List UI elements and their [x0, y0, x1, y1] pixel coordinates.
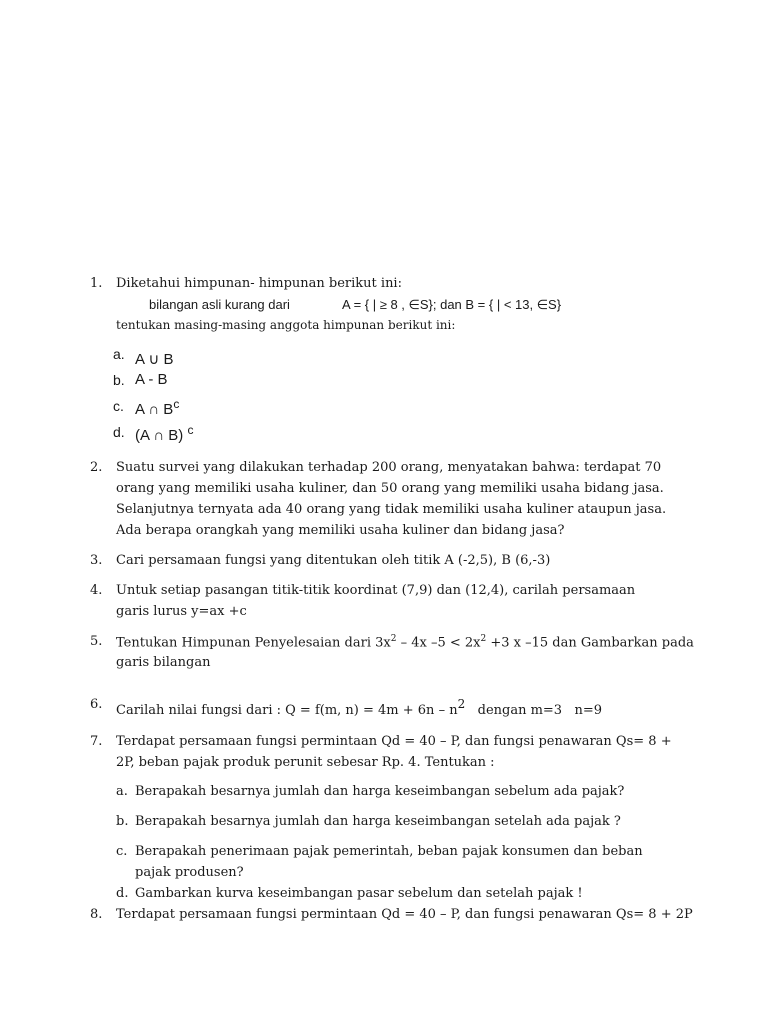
- item-letter: a.: [113, 346, 125, 362]
- item-letter: b.: [116, 814, 129, 829]
- question-line: garis bilangan: [116, 655, 211, 670]
- item-expression: A ∪ B: [135, 351, 174, 368]
- question-number: 5.: [90, 634, 103, 649]
- question-line: Cari persamaan fungsi yang ditentukan oleh titik A (-2,5), B (6,-3): [116, 553, 551, 568]
- item-letter: c.: [113, 398, 124, 414]
- item-letter: d.: [116, 886, 129, 901]
- question-number: 7.: [90, 734, 103, 749]
- item-text: Gambarkan kurva keseimbangan pasar sebelum dan setelah pajak !: [135, 886, 583, 901]
- question-text: tentukan masing-masing anggota himpunan berikut ini:: [116, 318, 456, 332]
- item-letter: b.: [113, 372, 125, 388]
- item-expression: A - B: [135, 371, 168, 388]
- question-number: 3.: [90, 553, 103, 568]
- question-text: bilangan asli kurang dari: [149, 297, 290, 312]
- question-number: 2.: [90, 460, 103, 475]
- set-definition: A = { | ≥ 8 , ∈S}; dan B = { | < 13, ∈S}: [342, 297, 562, 312]
- question-line: Terdapat persamaan fungsi permintaan Qd = 40 – P, dan fungsi penawaran Qs= 8 + 2P: [116, 907, 693, 922]
- item-expression: A ∩ $B^c$: [135, 397, 180, 418]
- question-line: orang yang memiliki usaha kuliner, dan 50 orang yang memiliki usaha bidang jasa.: [116, 481, 664, 496]
- item-text: pajak produsen?: [135, 865, 244, 880]
- question-number: 6.: [90, 697, 103, 712]
- item-letter: a.: [116, 784, 128, 799]
- question-line: Untuk setiap pasangan titik-titik koordinat (7,9) dan (12,4), carilah persamaan: [116, 583, 636, 598]
- item-expression: (A ∩ B) $^c$: [135, 423, 194, 444]
- question-number: 8.: [90, 907, 103, 922]
- question-number: 1.: [90, 276, 103, 291]
- question-line: Selanjutnya ternyata ada 40 orang yang tidak memiliki usaha kuliner ataupun jasa.: [116, 502, 667, 517]
- question-line: 2P, beban pajak produk perunit sebesar Rp. 4. Tentukan :: [116, 755, 495, 770]
- question-number: 4.: [90, 583, 103, 598]
- question-text: Diketahui himpunan- himpunan berikut ini:: [116, 276, 402, 291]
- item-text: Berapakah besarnya jumlah dan harga keseimbangan setelah ada pajak ?: [135, 814, 621, 829]
- item-text: Berapakah penerimaan pajak pemerintah, beban pajak konsumen dan beban: [135, 844, 643, 859]
- question-line: garis lurus y=ax +c: [116, 604, 247, 619]
- question-line: Suatu survei yang dilakukan terhadap 200 orang, menyatakan bahwa: terdapat 70: [116, 460, 662, 475]
- item-text: Berapakah besarnya jumlah dan harga keseimbangan sebelum ada pajak?: [135, 784, 625, 799]
- question-line: Ada berapa orangkah yang memiliki usaha kuliner dan bidang jasa?: [116, 523, 565, 538]
- question-line: Terdapat persamaan fungsi permintaan Qd = 40 – P, dan fungsi penawaran Qs= 8 +: [116, 734, 672, 749]
- item-letter: d.: [113, 424, 125, 440]
- question-line: Tentukan Himpunan Penyelesaian dari $3x^2 - 4x$ $-5 < 2x^2 +3$ x –15 dan Gambarkan pada: [116, 634, 694, 651]
- item-letter: c.: [116, 844, 128, 859]
- question-line: Carilah nilai fungsi dari : Q = f(m, $n) = 4m + 6n - n^2$ dengan m=3 n=9: [116, 697, 603, 718]
